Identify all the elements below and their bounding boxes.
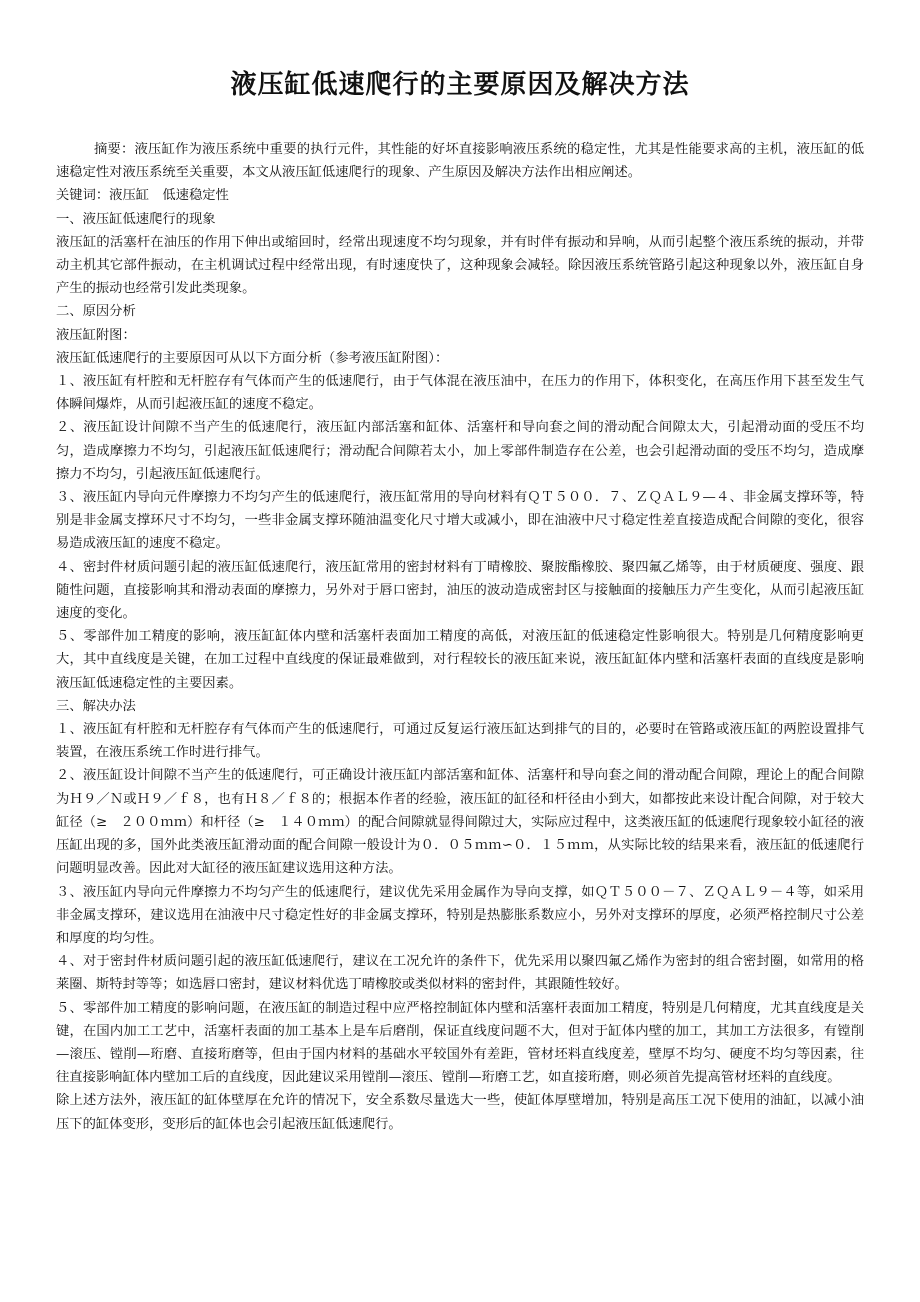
paragraph: 一、液压缸低速爬行的现象 <box>56 211 216 227</box>
paragraph: ５、零部件加工精度的影响问题，在液压缸的制造过程中应严格控制缸体内壁和活塞杆表面加工精度，特别是几何精度，尤其直线度是关键，在国内加工工艺中，活塞杆表面的加工基本上是车后磨削，保证直线度问题不大，但对于缸体内壁的加工，其加工方法很多，有镗削—滚压、镗削—珩磨、直接珩磨等，但由于国内材料的基础水平较国外有差距，管材坯料直线度差，壁厚不均匀、硬度不均匀等因素，往往直接影响缸体内壁加工后的直线度，因此建议采用镗削—滚压、镗削—珩磨工艺，如直接珩磨，则必须首先提高管材坯料的直线度。 <box>56 1000 864 1086</box>
paragraph: 摘要：液压缸作为液压系统中重要的执行元件，其性能的好坏直接影响液压系统的稳定性，尤其是性能要求高的主机，液压缸的低速稳定性对液压系统至关重要，本文从液压缸低速爬行的现象、产生原因及解决方法作出相应阐述。 <box>56 142 864 181</box>
paragraph: 除上述方法外，液压缸的缸体壁厚在允许的情况下，安全系数尽量选大一些，使缸体厚壁增加，特别是高压工况下使用的油缸，以减小油压下的缸体变形，变形后的缸体也会引起液压缸低速爬行。 <box>56 1093 864 1132</box>
paragraph: 液压缸附图： <box>56 327 136 343</box>
paragraph: ４、对于密封件材质问题引起的液压缸低速爬行，建议在工况允许的条件下，优先采用以聚四氟乙烯作为密封的组合密封圈，如常用的格莱圈、斯特封等等；如选唇口密封，建议材料优选丁晴橡胶或类似材料的密封件，其跟随性较好。 <box>56 954 864 993</box>
paragraph: 三、解决办法 <box>56 698 136 714</box>
paragraph: ３、液压缸内导向元件摩擦力不均匀产生的低速爬行，液压缸常用的导向材料有ＱＴ５００．７、ＺＱＡＬ９—４、非金属支撑环等，特别是非金属支撑环尺寸不均匀，一些非金属支撑环随油温变化尺寸增大或减小，即在油液中尺寸稳定性差直接造成配合间隙的变化，很容易造成液压缸的速度不稳定。 <box>56 490 864 552</box>
document-body <box>56 138 864 1136</box>
document-title: 液压缸低速爬行的主要原因及解决方法 <box>230 70 690 100</box>
paragraph: ５、零部件加工精度的影响，液压缸缸体内壁和活塞杆表面加工精度的高低，对液压缸的低速稳定性影响很大。特别是几何精度影响更大，其中直线度是关键，在加工过程中直线度的保证最难做到，对行程较长的液压缸来说，液压缸缸体内壁和活塞杆表面的直线度是影响液压缸低速稳定性的主要因素。 <box>56 629 864 691</box>
paragraph: ４、密封件材质问题引起的液压缸低速爬行，液压缸常用的密封材料有丁晴橡胶、聚胺酯橡胶、聚四氟乙烯等，由于材质硬度、强度、跟随性问题，直接影响其和滑动表面的摩擦力，另外对于唇口密封，油压的波动造成密封区与接触面的接触压力产生变化，从而引起液压缸速度的变化。 <box>56 559 864 622</box>
paragraph: ２、液压缸设计间隙不当产生的低速爬行，可正确设计液压缸内部活塞和缸体、活塞杆和导向套之间的滑动配合间隙，理论上的配合间隙为Ｈ９／Ｎ或Ｈ９／ｆ８，也有Ｈ８／ｆ８的；根据本作者的经验，液压缸的缸径和杆径由小到大，如都按此来设计配合间隙，对于较大缸径（≥ ２００ｍｍ）和杆径（≥ １４０ｍｍ）的配合间隙就显得间隙过大，实际应过程中，这类液压缸的低速爬行现象较小缸径的液压缸出现的多，国外此类液压缸滑动面的配合间隙一般设计为０．０５ｍｍ∽０．１５ｍｍ，从实际比较的结果来看，液压缸的低速爬行问题明显改善。因此对大缸径的液压缸建议选用这种方法。 <box>56 768 864 877</box>
paragraph: １、液压缸有杆腔和无杆腔存有气体而产生的低速爬行，可通过反复运行液压缸达到排气的目的，必要时在管路或液压缸的两腔设置排气装置，在液压系统工作时进行排气。 <box>56 722 864 761</box>
paragraph: 关键词：液压缸 低速稳定性 <box>56 188 229 204</box>
paragraph: ３、液压缸内导向元件摩擦力不均匀产生的低速爬行，建议优先采用金属作为导向支撑，如ＱＴ５００－７、ＺＱＡＬ９－４等，如采用非金属支撑环，建议选用在油液中尺寸稳定性好的非金属支撑环，特别是热膨胀系数应小，另外对支撑环的厚度，必须严格控制尺寸公差和厚度的均匀性。 <box>56 884 864 946</box>
paragraph: ２、液压缸设计间隙不当产生的低速爬行，液压缸内部活塞和缸体、活塞杆和导向套之间的滑动配合间隙太大，引起滑动面的受压不均匀，造成摩擦力不均匀，引起液压缸低速爬行；滑动配合间隙若太小，加上零部件制造存在公差，也会引起滑动面的受压不均匀，造成摩擦力不均匀，引起液压缸低速爬行。 <box>56 420 864 482</box>
paragraph: 液压缸的活塞杆在油压的作用下伸出或缩回时，经常出现速度不均匀现象，并有时伴有振动和异响，从而引起整个液压系统的振动，并带动主机其它部件振动，在主机调试过程中经常出现，有时速度快了，这种现象会减轻。除因液压系统管路引起这种现象以外，液压缸自身产生的振动也经常引发此类现象。 <box>56 234 864 297</box>
paragraph: １、液压缸有杆腔和无杆腔存有气体而产生的低速爬行，由于气体混在液压油中，在压力的作用下，体积变化，在高压作用下甚至发生气体瞬间爆炸，从而引起液压缸的速度不稳定。 <box>56 374 864 413</box>
paragraph: 二、原因分析 <box>56 304 136 320</box>
paragraph: 液压缸低速爬行的主要原因可从以下方面分析（参考液压缸附图）： <box>56 350 449 366</box>
